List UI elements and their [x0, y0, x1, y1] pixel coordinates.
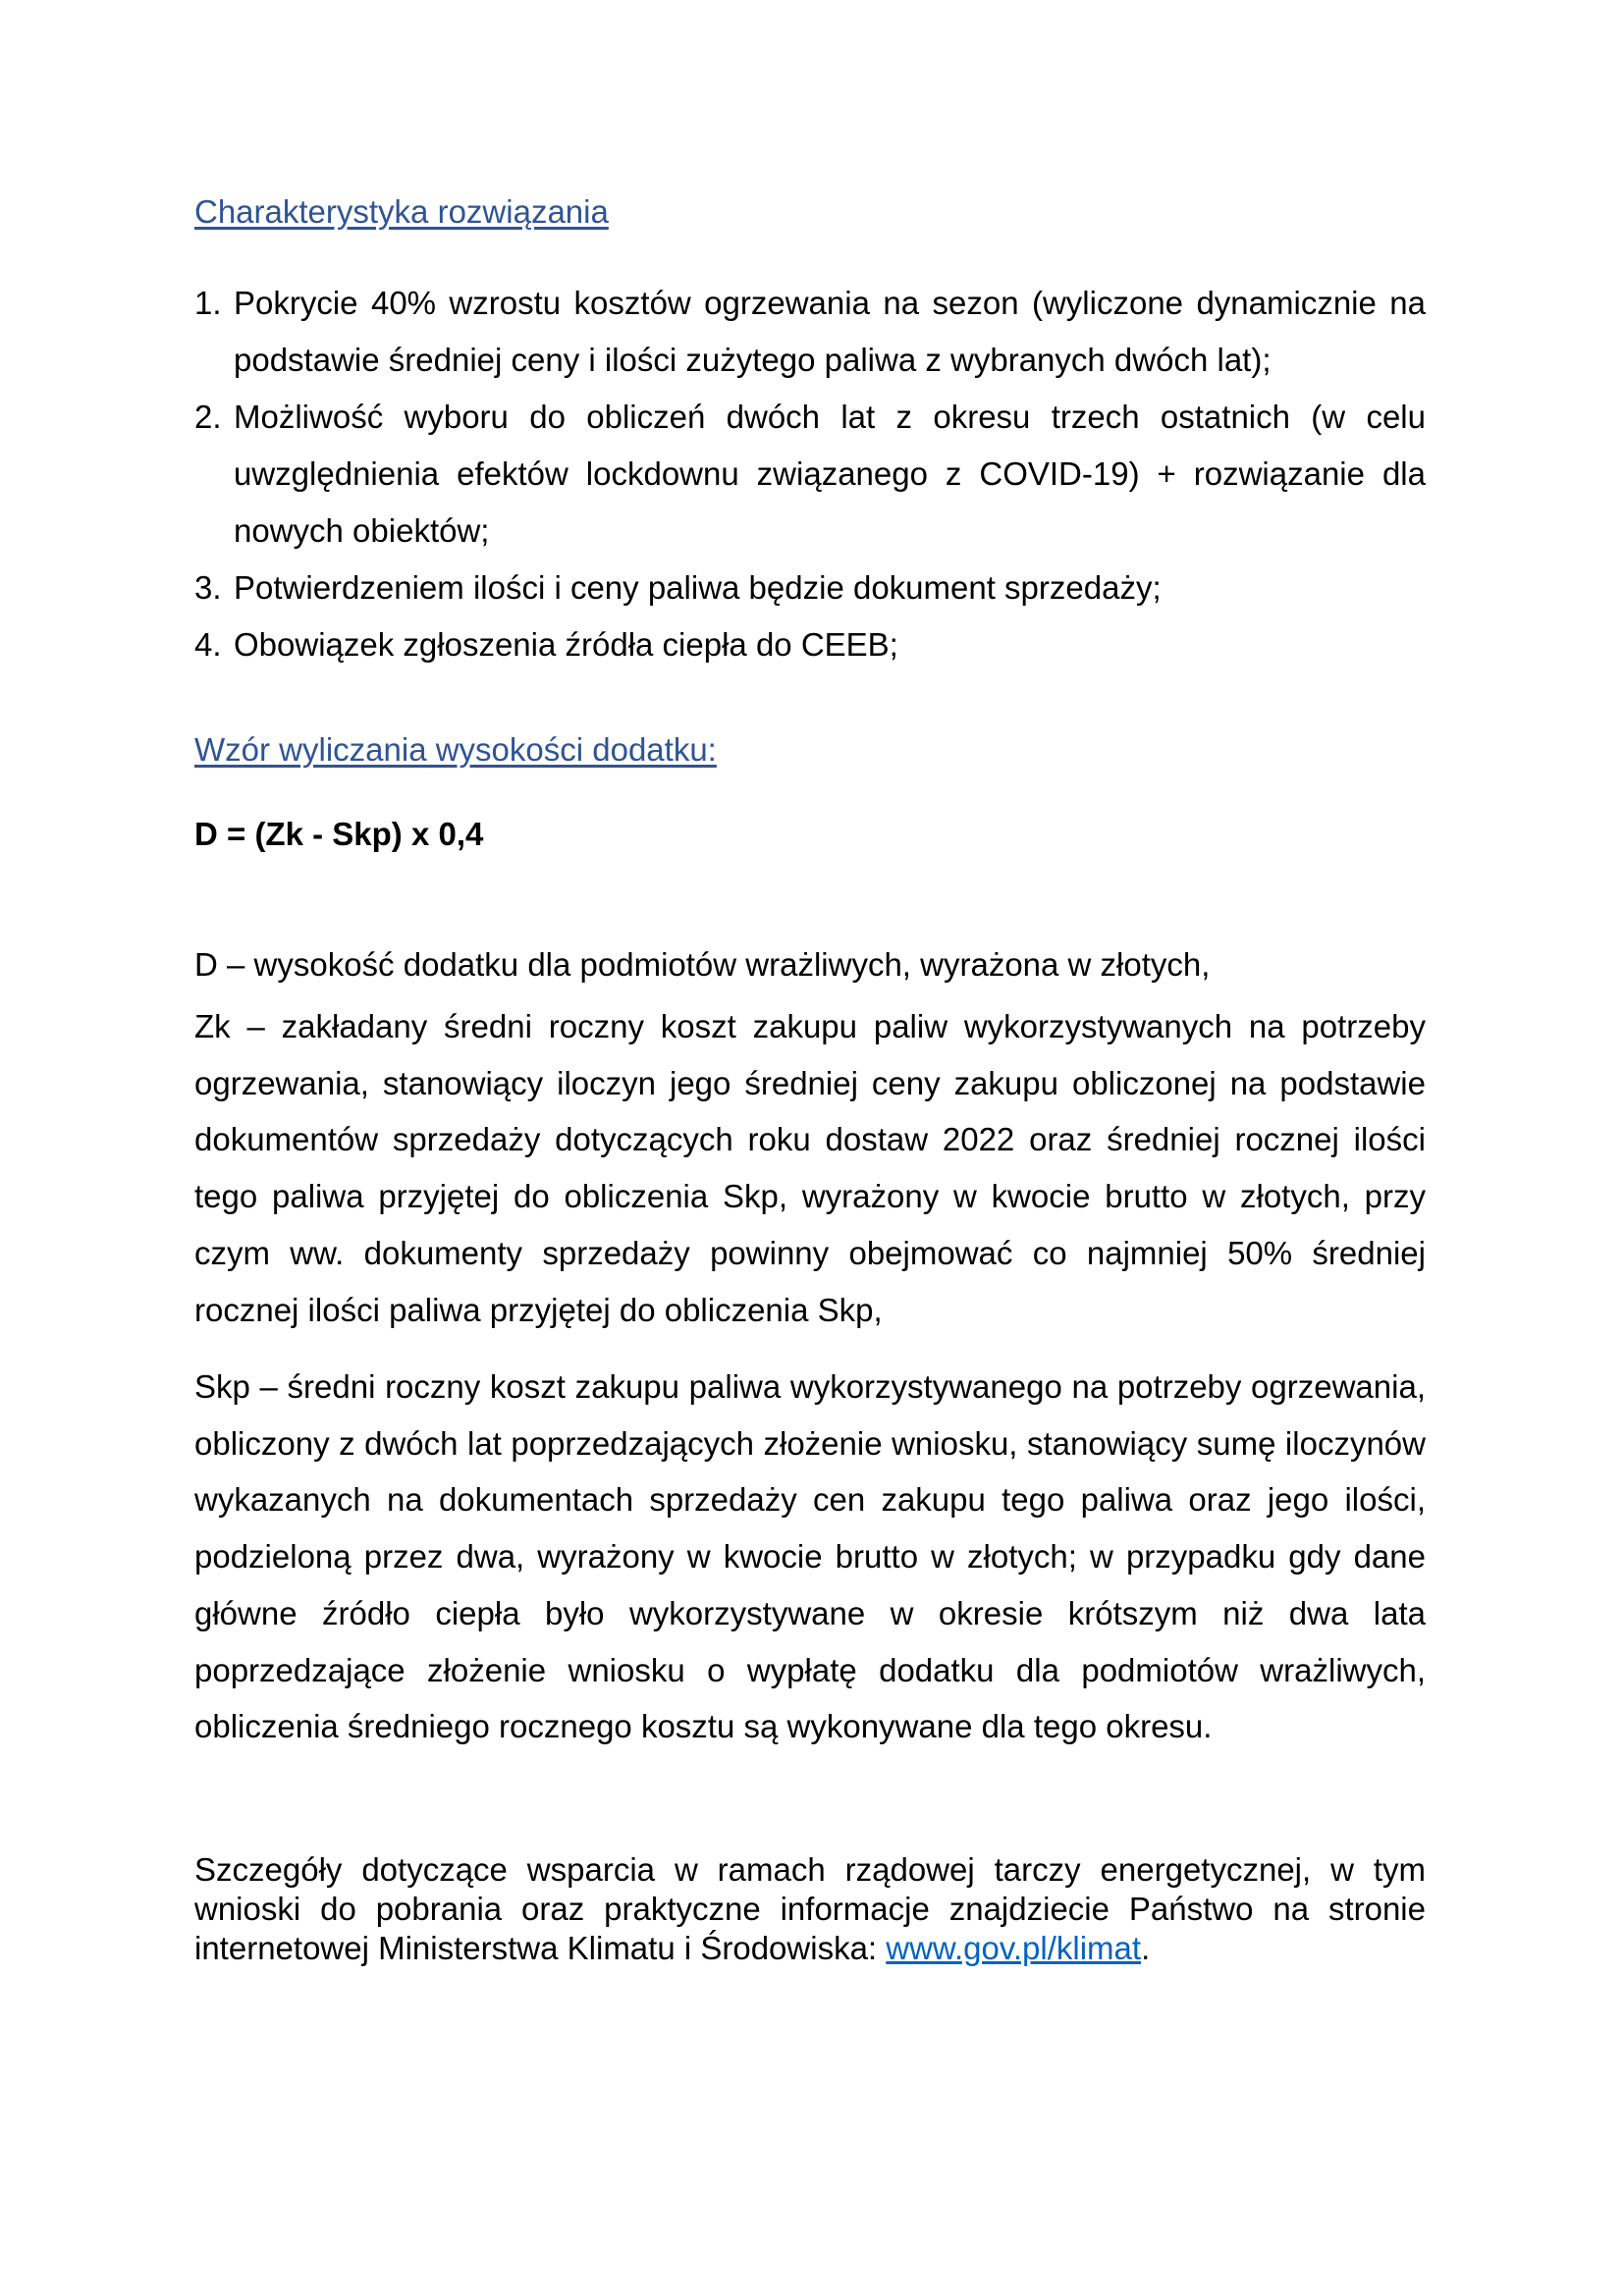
list-item — [194, 616, 1426, 673]
list-item-number: 2. — [194, 399, 222, 435]
list-item-number: 3. — [194, 569, 222, 606]
list-item — [194, 275, 1426, 389]
footer-paragraph — [194, 1850, 1426, 1968]
definition-d: D – wysokość dodatku dla podmiotów wrażliwych, wyrażona w złotych, — [194, 946, 1211, 983]
definition-zk: Zk – zakładany średni roczny koszt zakupu paliw wykorzystywanych na potrzeby ogrzewania, stanowiący iloczyn jego średniej ceny zakupu obliczonej na podstawie dokumentów sprzedaży dotyczących roku dostaw 2022 oraz średniej rocznej ilości tego paliwa przyjętej do obliczenia Skp, wyrażony w kwocie brutto w złotych, przy czym ww. dokumenty sprzedaży powinny obejmować co najmniej 50% średniej rocznej ilości paliwa przyjętej do obliczenia Skp, — [194, 1008, 1426, 1328]
list-item-text: Obowiązek zgłoszenia źródła ciepła do CEEB; — [234, 626, 898, 663]
list-item — [194, 389, 1426, 560]
list-item-text: Możliwość wyboru do obliczeń dwóch lat z okresu trzech ostatnich (w celu uwzględnienia efektów lockdownu związanego z COVID-19) + rozwiązanie dla nowych obiektów; — [234, 399, 1426, 549]
section-heading-characteristics: Charakterystyka rozwiązania — [194, 193, 609, 230]
list-item-number: 4. — [194, 626, 222, 663]
list-item-text: Potwierdzeniem ilości i ceny paliwa będzie dokument sprzedaży; — [234, 569, 1162, 606]
list-item-number: 1. — [194, 285, 222, 321]
section-heading-formula: Wzór wyliczania wysokości dodatku: — [194, 731, 717, 768]
definition-skp: Skp – średni roczny koszt zakupu paliwa wykorzystywanego na potrzeby ogrzewania, obliczony z dwóch lat poprzedzających złożenie wniosku, stanowiący sumę iloczynów wykazanych na dokumentach sprzedaży cen zakupu tego paliwa oraz jego ilości, podzieloną przez dwa, wyrażony w kwocie brutto w złotych; w przypadku gdy dane główne źródło ciepła było wykorzystywane w okresie krótszym niż dwa lata poprzedzające złożenie wniosku o wypłatę dodatku dla podmiotów wrażliwych, obliczenia średniego rocznego kosztu są wykonywane dla tego okresu. — [194, 1368, 1426, 1745]
footer-suffix: . — [1141, 1930, 1151, 1966]
list-item-text: Pokrycie 40% wzrostu kosztów ogrzewania na sezon (wyliczone dynamicznie na podstawie średniej ceny i ilości zużytego paliwa z wybranych dwóch lat); — [234, 285, 1426, 378]
characteristics-list — [194, 275, 1426, 673]
formula: D = (Zk - Skp) x 0,4 — [194, 816, 484, 852]
list-item — [194, 560, 1426, 616]
ministry-website-link[interactable]: www.gov.pl/klimat — [886, 1930, 1142, 1966]
footer-text: Szczegóły dotyczące wsparcia w ramach rządowej tarczy energetycznej, w tym wnioski do pobrania oraz praktyczne informacje znajdziecie Państwo na stronie internetowej Ministerstwa Klimatu i Środowiska: — [194, 1851, 1426, 1966]
